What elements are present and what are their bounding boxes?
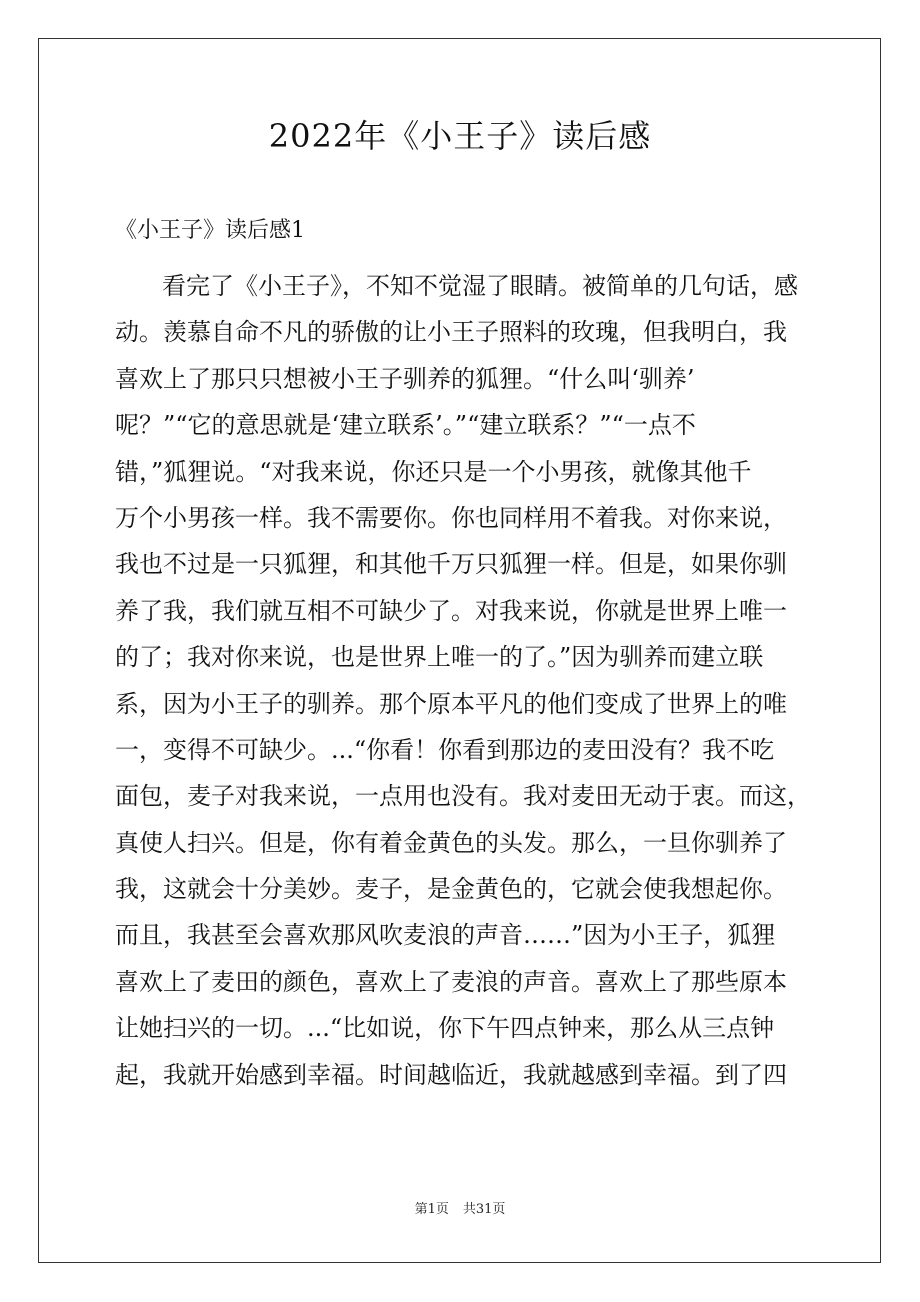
- paragraph-line: 我也不过是一只狐狸，和其他千万只狐狸一样。但是，如果你驯: [115, 550, 787, 579]
- paragraph-line: 系，因为小王子的驯养。那个原本平凡的他们变成了世界上的唯: [115, 689, 787, 718]
- paragraph-line: 养了我，我们就互相不可缺少了。对我来说，你就是世界上唯一: [115, 596, 787, 625]
- paragraph-line: 让她扫兴的一切。...“比如说，你下午四点钟来，那么从三点钟: [115, 1014, 775, 1043]
- page-footer: [0, 1200, 920, 1220]
- body-text: [115, 263, 815, 1098]
- paragraph-line: 我，这就会十分美妙。麦子，是金黄色的，它就会使我想起你。: [115, 875, 787, 904]
- paragraph-line: 动。羡慕自命不凡的骄傲的让小王子照料的玫瑰，但我明白，我: [115, 318, 787, 347]
- paragraph-line: 呢？”“它的意思就是‘建立联系’。”“建立联系？”“一点不: [115, 411, 696, 440]
- paragraph-line: 而且，我甚至会喜欢那风吹麦浪的声音……”因为小王子，狐狸: [115, 921, 776, 950]
- page-number: 第1页: [414, 1202, 449, 1217]
- paragraph-line: 一，变得不可缺少。...“你看！你看到那边的麦田没有？我不吃: [115, 735, 775, 764]
- paragraph-line: 错，”狐狸说。“对我来说，你还只是一个小男孩，就像其他千: [115, 457, 752, 486]
- paragraph-line: 面包，麦子对我来说，一点用也没有。我对麦田无动于衷。而这，: [115, 782, 811, 811]
- paragraph-line: 喜欢上了麦田的颜色，喜欢上了麦浪的声音。喜欢上了那些原本: [115, 967, 787, 996]
- paragraph-line: 看完了《小王子》，不知不觉湿了眼睛。被简单的几句话，感: [162, 272, 798, 300]
- document-title: 2022年《小王子》读后感: [268, 117, 652, 155]
- section-heading: 《小王子》读后感1: [115, 218, 305, 243]
- paragraph-line: 起，我就开始感到幸福。时间越临近，我就越感到幸福。到了四: [115, 1060, 787, 1089]
- paragraph-line: 的了；我对你来说，也是世界上唯一的了。”因为驯养而建立联: [115, 643, 764, 672]
- paragraph-line: 万个小男孩一样。我不需要你。你也同样用不着我。对你来说，: [115, 503, 787, 532]
- page-total: 共31页: [462, 1202, 506, 1217]
- paragraph-line: 真使人扫兴。但是，你有着金黄色的头发。那么，一旦你驯养了: [115, 828, 787, 857]
- paragraph-line: 喜欢上了那只只想被小王子驯养的狐狸。“什么叫‘驯养’: [115, 364, 695, 393]
